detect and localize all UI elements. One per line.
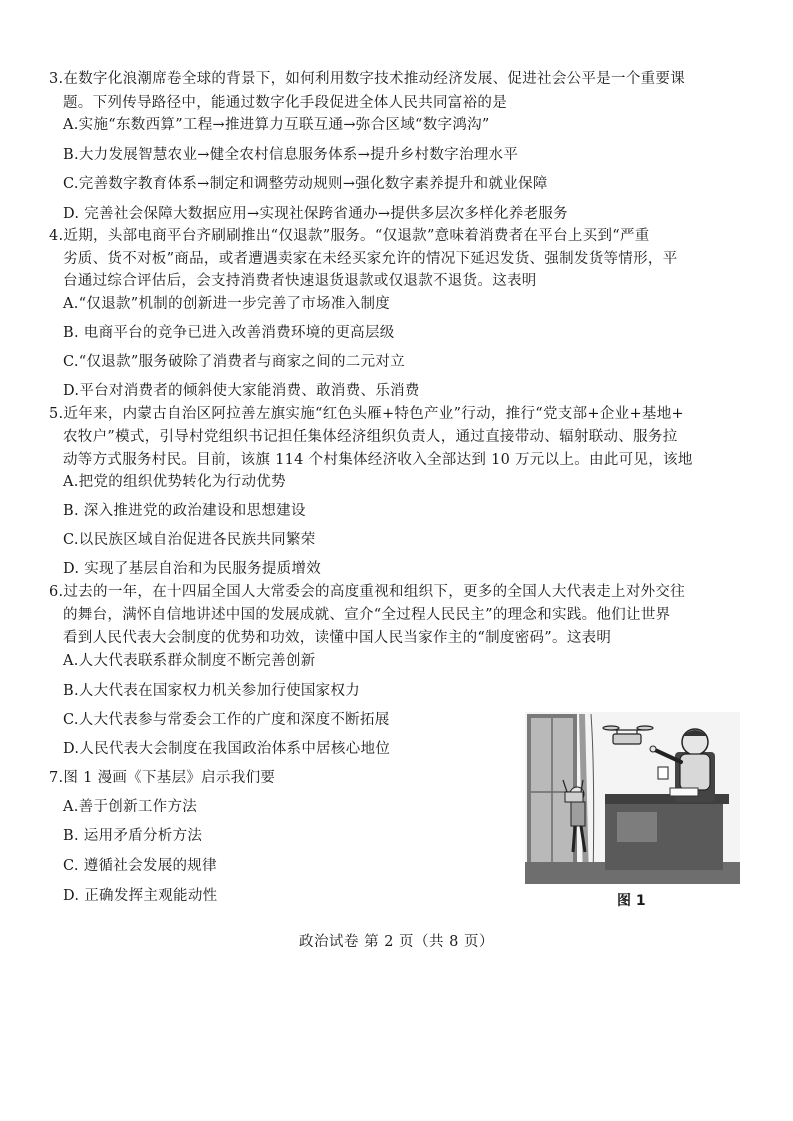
q5-option-a: A.把党的组织优势转化为行动优势 bbox=[63, 474, 286, 490]
q4-option-c: C.“仅退款”服务破除了消费者与商家之间的二元对立 bbox=[63, 354, 406, 370]
q7-option-c: C. 遵循社会发展的规律 bbox=[63, 858, 217, 874]
q6-option-a: A.人大代表联系群众制度不断完善创新 bbox=[63, 653, 316, 669]
cartoon-illustration bbox=[525, 712, 740, 884]
q4-stem-line-2: 劣质、货不对板”商品，或者遭遇卖家在未经买家允许的情况下延迟发货、强制发货等情形，平 bbox=[63, 251, 678, 267]
q5-stem-line-1: 5.近年来，内蒙古自治区阿拉善左旗实施“红色头雁+特色产业”行动，推行“党支部+企业+基地+ bbox=[49, 406, 684, 422]
q5-stem-line-3: 动等方式服务村民。目前，该旗 114 个村集体经济收入全部达到 10 万元以上。由此可见，该地 bbox=[63, 452, 693, 468]
q7-option-a: A.善于创新工作方法 bbox=[63, 799, 198, 815]
q5-option-b: B. 深入推进党的政治建设和思想建设 bbox=[63, 503, 306, 519]
q6-option-d: D.人民代表大会制度在我国政治体系中居核心地位 bbox=[63, 741, 391, 757]
q5-option-d: D. 实现了基层自治和为民服务提质增效 bbox=[63, 561, 322, 577]
q5-stem-line-2: 农牧户”模式，引导村党组织书记担任集体经济组织负责人，通过直接带动、辐射联动、服务拉 bbox=[63, 429, 678, 445]
q6-option-b: B.人大代表在国家权力机关参加行使国家权力 bbox=[63, 683, 361, 699]
q7-option-d: D. 正确发挥主观能动性 bbox=[63, 888, 218, 904]
q3-option-d: D. 完善社会保障大数据应用→实现社保跨省通办→提供多层次多样化养老服务 bbox=[63, 206, 568, 222]
q3-option-a: A.实施“东数西算”工程→推进算力互联互通→弥合区域“数字鸿沟” bbox=[63, 117, 490, 133]
q3-option-b: B.大力发展智慧农业→健全农村信息服务体系→提升乡村数字治理水平 bbox=[63, 147, 519, 163]
q4-stem-line-3: 台通过综合评估后，会支持消费者快速退货退款或仅退款不退货。这表明 bbox=[63, 273, 537, 289]
cartoon-figure bbox=[525, 712, 740, 884]
q4-stem-line-1: 4.近期，头部电商平台齐刷刷推出“仅退款”服务。“仅退款”意味着消费者在平台上买到“严重 bbox=[49, 228, 650, 244]
q3-stem-line-2: 题。下列传导路径中，能通过数字化手段促进全体人民共同富裕的是 bbox=[63, 95, 507, 111]
figure-caption: 图 1 bbox=[617, 893, 646, 909]
q6-stem-line-1: 6.过去的一年，在十四届全国人大常委会的高度重视和组织下，更多的全国人大代表走上对外交往 bbox=[49, 584, 686, 600]
page-footer: 政治试卷 第 2 页（共 8 页） bbox=[299, 934, 494, 950]
q6-option-c: C.人大代表参与常委会工作的广度和深度不断拓展 bbox=[63, 712, 390, 728]
q4-option-a: A.“仅退款”机制的创新进一步完善了市场准入制度 bbox=[63, 296, 391, 312]
q7-option-b: B. 运用矛盾分析方法 bbox=[63, 828, 203, 844]
q3-stem-line-1: 3.在数字化浪潮席卷全球的背景下，如何利用数字技术推动经济发展、促进社会公平是一个重要课 bbox=[49, 71, 686, 87]
q4-option-b: B. 电商平台的竞争已进入改善消费环境的更高层级 bbox=[63, 325, 395, 341]
q3-option-c: C.完善数字教育体系→制定和调整劳动规则→强化数字素养提升和就业保障 bbox=[63, 176, 548, 192]
q6-stem-line-3: 看到人民代表大会制度的优势和功效，读懂中国人民当家作主的“制度密码”。这表明 bbox=[63, 630, 612, 646]
q4-option-d: D.平台对消费者的倾斜使大家能消费、敢消费、乐消费 bbox=[63, 383, 420, 399]
q5-option-c: C.以民族区域自治促进各民族共同繁荣 bbox=[63, 532, 316, 548]
q6-stem-line-2: 的舞台，满怀自信地讲述中国的发展成就、宣介“全过程人民民主”的理念和实践。他们让世界 bbox=[63, 607, 671, 623]
q7-stem-line-1: 7.图 1 漫画《下基层》启示我们要 bbox=[49, 770, 276, 786]
